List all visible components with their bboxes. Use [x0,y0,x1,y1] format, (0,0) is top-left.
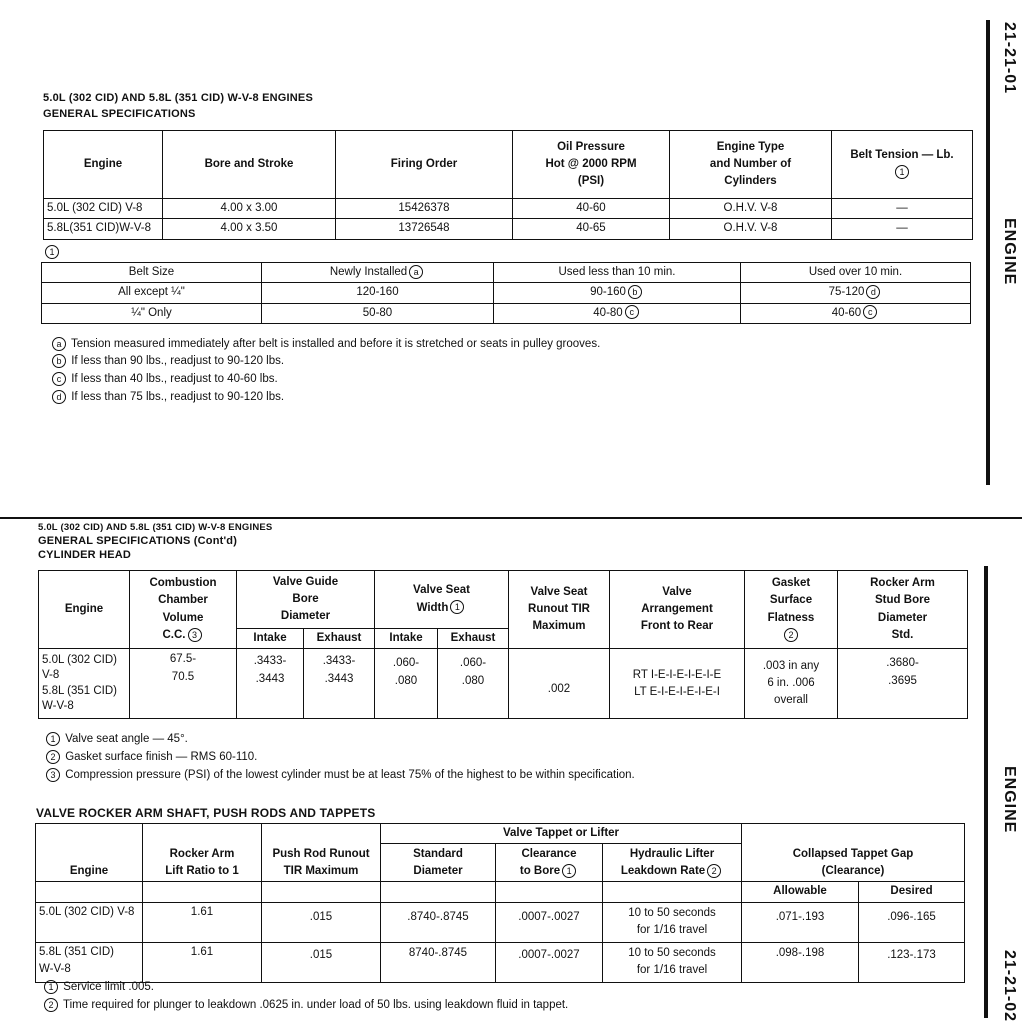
cell-ratio: 1.61 [143,902,262,942]
belt-size-table [41,262,971,324]
section3-title: VALVE ROCKER ARM SHAFT, PUSH RODS AND TAPPETS [36,806,376,820]
cell-clearance: .0007-.0027 [496,902,603,942]
col-valve-seat: Valve Seat Width 1 [375,571,509,629]
table-row [36,942,965,982]
cell-less10: 40-80 c [494,303,741,323]
col-arrangement: Valve Arrangement Front to Rear [610,571,745,649]
col-allowable: Allowable [742,882,859,902]
cell-oil: 40-60 [513,199,670,219]
cell-new: 50-80 [262,303,494,323]
col-oil: Oil Pressure Hot @ 2000 RPM (PSI) [513,131,670,199]
section2-heading: CYLINDER HEAD [38,549,132,561]
side-label-top: ENGINE [1001,218,1018,286]
table-row [42,283,971,303]
cell-firing: 15426378 [336,199,513,219]
side-label-bottom: ENGINE [1001,766,1018,834]
cell-ratio: 1.61 [143,942,262,982]
cell-push: .015 [262,902,381,942]
cell-combustion: 67.5- 70.5 [130,649,237,719]
col-desired: Desired [859,882,965,902]
cell-std: .8740-.8745 [381,902,496,942]
footnote-marker: 1 [895,165,909,179]
table-row [44,219,973,239]
cell-oil: 40-65 [513,219,670,239]
col-engine-type: Engine Type and Number of Cylinders [670,131,832,199]
col-lift-ratio: Rocker Arm Lift Ratio to 1 [143,824,262,882]
cell-type: O.H.V. V-8 [670,219,832,239]
table-row [44,199,973,219]
cell-desired: .123-.173 [859,942,965,982]
cell-new: 120-160 [262,283,494,303]
col-collapsed-gap: Collapsed Tappet Gap (Clearance) [742,824,965,882]
cell-firing: 13726548 [336,219,513,239]
cell-guide-intake: .3433- .3443 [237,649,304,719]
footnote-marker: c [863,305,877,319]
col-combustion: Combustion Chamber Volume C.C. 3 [130,571,237,649]
cell-arrangement: RT I-E-I-E-I-E-I-E LT E-I-E-I-E-I-E-I [610,649,745,719]
section1-subtitle: GENERAL SPECIFICATIONS [43,108,196,120]
belt-note-a: a Tension measured immediately after belt is installed and before it is stretched or seats in pulley grooves. [50,337,600,351]
col-belt-size: Belt Size [42,263,262,283]
cell-type: O.H.V. V-8 [670,199,832,219]
cell-allowable: .098-.198 [742,942,859,982]
cell-rocker: .3680- .3695 [838,649,968,719]
right-rule-bottom [984,566,988,1018]
col-seat-intake: Intake [375,629,438,649]
col-guide-intake: Intake [237,629,304,649]
col-push-rod: Push Rod Runout TIR Maximum [262,824,381,882]
page-divider [0,517,1022,519]
cell-engine: 5.8L(351 CID)W-V-8 [44,219,163,239]
cell-bore: 4.00 x 3.50 [163,219,336,239]
footnote-marker: 1 [450,600,464,614]
cell-bore: 4.00 x 3.00 [163,199,336,219]
cyl-note-1: 1 Valve seat angle — 45°. [44,732,188,746]
page-number-bottom: 21-21-02 [1001,950,1018,1023]
col-gasket: Gasket Surface Flatness 2 [745,571,838,649]
col-guide-exhaust: Exhaust [304,629,375,649]
col-used-less: Used less than 10 min. [494,263,741,283]
col-engine: Engine [36,824,143,882]
cell-clearance: .0007-.0027 [496,942,603,982]
cell-desired: .096-.165 [859,902,965,942]
belt-note-b: b If less than 90 lbs., readjust to 90-120 lbs. [50,354,284,368]
cell-size: ¼" Only [42,303,262,323]
footnote-marker: 2 [707,864,721,878]
col-rocker: Rocker Arm Stud Bore Diameter Std. [838,571,968,649]
cell-push: .015 [262,942,381,982]
page-number-top: 21-21-01 [1001,22,1018,95]
cell-seat-intake: .060- .080 [375,649,438,719]
cell-engine: 5.0L (302 CID) V-8 [44,199,163,219]
rocker-note-2: 2 Time required for plunger to leakdown .0625 in. under load of 50 lbs. using leakdown fluid in tappet. [42,998,568,1012]
cell-seat-exhaust: .060- .080 [438,649,509,719]
col-engine: Engine [39,571,130,649]
footnote-marker: a [409,265,423,279]
col-runout: Valve Seat Runout TIR Maximum [509,571,610,649]
col-valve-guide: Valve Guide Bore Diameter [237,571,375,629]
right-rule-top [986,20,990,485]
cell-guide-exhaust: .3433- .3443 [304,649,375,719]
col-valve-tappet: Valve Tappet or Lifter [381,824,742,844]
cell-std: 8740-.8745 [381,942,496,982]
col-seat-exhaust: Exhaust [438,629,509,649]
rocker-arm-table [35,823,965,983]
table-row [39,649,968,719]
cell-engine: 5.0L (302 CID) V-8 [36,902,143,942]
cell-belt: — [832,219,973,239]
cyl-note-3: 3 Compression pressure (PSI) of the lowest cylinder must be at least 75% of the highest to be within specification. [44,768,635,782]
footnote-marker: d [866,285,880,299]
footnote-marker: 1 [45,245,59,259]
belt-note-d: d If less than 75 lbs., readjust to 90-120 lbs. [50,390,284,404]
col-clearance: Clearance to Bore 1 [496,844,603,882]
cylinder-head-table [38,570,968,719]
rocker-note-1: 1 Service limit .005. [42,980,154,994]
cell-engine: 5.8L (351 CID) W-V-8 [36,942,143,982]
section1-title: 5.0L (302 CID) AND 5.8L (351 CID) W-V-8 ENGINES [43,92,313,104]
cell-over10: 40-60 c [741,303,971,323]
cell-engine: 5.0L (302 CID) V-8 5.8L (351 CID) W-V-8 [39,649,130,719]
cyl-note-2: 2 Gasket surface finish — RMS 60-110. [44,750,257,764]
cell-gasket: .003 in any 6 in. .006 overall [745,649,838,719]
footnote-marker: 2 [784,628,798,642]
cell-size: All except ¼" [42,283,262,303]
general-specs-table [43,130,973,240]
footnote-marker: 1 [562,864,576,878]
cell-less10: 90-160 b [494,283,741,303]
table-row [42,303,971,323]
col-std-diameter: Standard Diameter [381,844,496,882]
cell-over10: 75-120 d [741,283,971,303]
belt-note-c: c If less than 40 lbs., readjust to 40-60 lbs. [50,372,278,386]
cell-belt: — [832,199,973,219]
section2-subtitle: GENERAL SPECIFICATIONS (Cont'd) [38,535,238,547]
belt-footnote-marker [43,243,61,261]
col-firing: Firing Order [336,131,513,199]
cell-hydraulic: 10 to 50 seconds for 1/16 travel [603,942,742,982]
col-bore: Bore and Stroke [163,131,336,199]
section2-title: 5.0L (302 CID) AND 5.8L (351 CID) W-V-8 ENGINES [38,522,273,533]
cell-hydraulic: 10 to 50 seconds for 1/16 travel [603,902,742,942]
table-row [36,902,965,942]
col-used-over: Used over 10 min. [741,263,971,283]
cell-allowable: .071-.193 [742,902,859,942]
col-hydraulic: Hydraulic Lifter Leakdown Rate 2 [603,844,742,882]
col-newly-installed: Newly Installed a [262,263,494,283]
footnote-marker: b [628,285,642,299]
col-engine: Engine [44,131,163,199]
cell-runout: .002 [509,649,610,719]
col-belt-tension: Belt Tension — Lb. 1 [832,131,973,199]
footnote-marker: c [625,305,639,319]
footnote-marker: 3 [188,628,202,642]
